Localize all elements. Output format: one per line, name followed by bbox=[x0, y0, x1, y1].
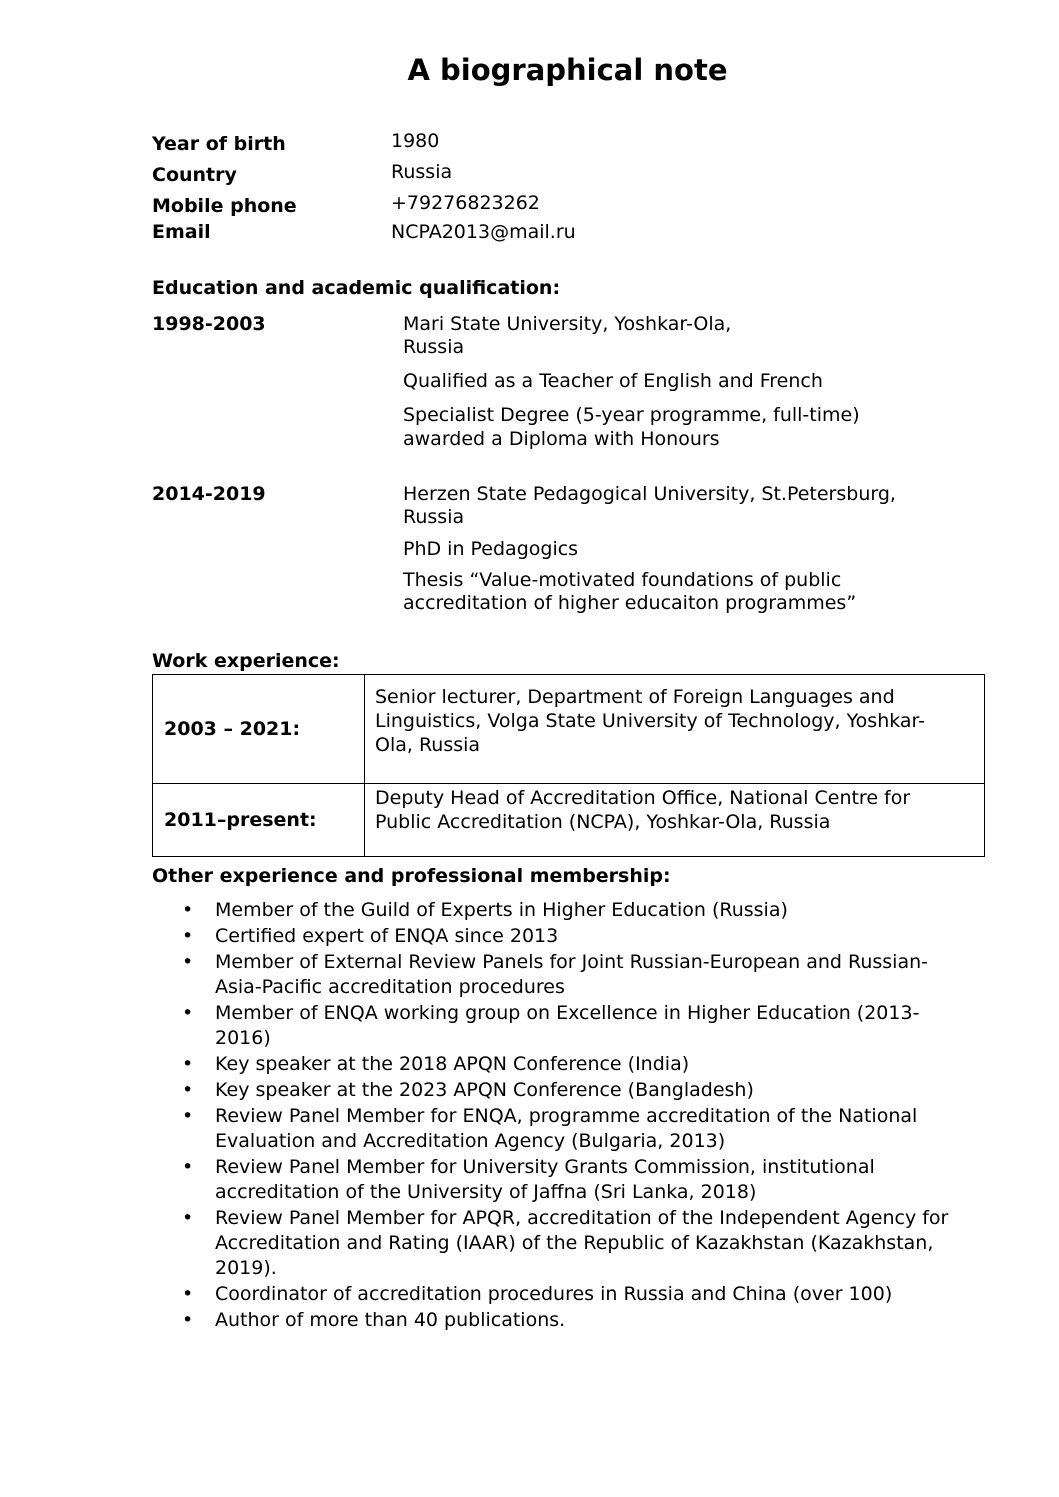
list-item-line: accreditation of the University of Jaffna (Sri Lanka, 2018) bbox=[215, 1181, 757, 1203]
bullet: • bbox=[182, 1207, 194, 1229]
list-item bbox=[152, 1104, 982, 1154]
list-item-line: 2016) bbox=[215, 1027, 271, 1049]
list-item-line: Author of more than 40 publications. bbox=[215, 1309, 566, 1331]
bullet: • bbox=[182, 1156, 194, 1178]
email-label: Email bbox=[152, 221, 211, 243]
work-period: 2003 – 2021: bbox=[153, 675, 365, 784]
work-description-line: Public Accreditation (NCPA), Yoshkar-Ola, Russia bbox=[375, 811, 831, 833]
list-item-line: Certified expert of ENQA since 2013 bbox=[215, 925, 559, 947]
mobile-phone-value: +79276823262 bbox=[391, 192, 540, 214]
education-line: accreditation of higher educaiton programmes” bbox=[403, 592, 857, 614]
education-line: Specialist Degree (5-year programme, full-time) bbox=[403, 404, 860, 426]
education-line: Herzen State Pedagogical University, St.Petersburg, bbox=[403, 483, 896, 505]
country-label: Country bbox=[152, 164, 237, 186]
list-item-line: Accreditation and Rating (IAAR) of the Republic of Kazakhstan (Kazakhstan, bbox=[215, 1232, 934, 1254]
list-item-line: Member of the Guild of Experts in Higher Education (Russia) bbox=[215, 899, 788, 921]
email-value: NCPA2013@mail.ru bbox=[391, 221, 576, 243]
work-description-line: Deputy Head of Accreditation Office, National Centre for bbox=[375, 787, 911, 809]
other-heading: Other experience and professional membership: bbox=[152, 865, 671, 887]
year-of-birth-value: 1980 bbox=[391, 130, 440, 152]
table-row bbox=[153, 675, 985, 784]
education-years: 2014-2019 bbox=[152, 483, 266, 505]
membership-list bbox=[152, 898, 982, 1334]
list-item-line: Member of External Review Panels for Joint Russian-European and Russian- bbox=[215, 951, 928, 973]
education-line: Mari State University, Yoshkar-Ola, bbox=[403, 313, 732, 335]
work-description-line: Linguistics, Volga State University of Technology, Yoshkar- bbox=[375, 710, 925, 732]
list-item-line: Key speaker at the 2018 APQN Conference (India) bbox=[215, 1053, 690, 1075]
table-row bbox=[153, 784, 985, 857]
work-description bbox=[365, 675, 985, 784]
list-item bbox=[152, 1078, 982, 1103]
list-item bbox=[152, 1155, 982, 1205]
bullet: • bbox=[182, 1283, 194, 1305]
education-line: Thesis “Value-motivated foundations of public bbox=[403, 569, 842, 591]
list-item-line: Coordinator of accreditation procedures in Russia and China (over 100) bbox=[215, 1283, 893, 1305]
list-item-line: 2019). bbox=[215, 1257, 277, 1279]
work-period: 2011–present: bbox=[153, 784, 365, 857]
list-item-line: Review Panel Member for ENQA, programme accreditation of the National bbox=[215, 1105, 918, 1127]
work-experience-table bbox=[152, 674, 985, 857]
list-item bbox=[152, 1308, 982, 1333]
list-item-line: Key speaker at the 2023 APQN Conference (Bangladesh) bbox=[215, 1079, 754, 1101]
list-item bbox=[152, 1206, 982, 1281]
education-line: Qualified as a Teacher of English and French bbox=[403, 370, 823, 392]
country-value: Russia bbox=[391, 161, 453, 183]
bullet: • bbox=[182, 899, 194, 921]
page-title: A biographical note bbox=[407, 53, 728, 87]
list-item bbox=[152, 1001, 982, 1051]
education-heading: Education and academic qualification: bbox=[152, 277, 561, 299]
mobile-phone-label: Mobile phone bbox=[152, 195, 297, 217]
bullet: • bbox=[182, 1079, 194, 1101]
year-of-birth-label: Year of birth bbox=[152, 133, 286, 155]
bullet: • bbox=[182, 1002, 194, 1024]
bullet: • bbox=[182, 1105, 194, 1127]
list-item bbox=[152, 898, 982, 923]
bullet: • bbox=[182, 1053, 194, 1075]
list-item-line: Evaluation and Accreditation Agency (Bulgaria, 2013) bbox=[215, 1130, 726, 1152]
work-description-line: Senior lecturer, Department of Foreign Languages and bbox=[375, 686, 895, 708]
list-item-line: Member of ENQA working group on Excellence in Higher Education (2013- bbox=[215, 1002, 920, 1024]
work-description-line: Ola, Russia bbox=[375, 734, 481, 756]
work-description bbox=[365, 784, 985, 857]
list-item-line: Asia-Pacific accreditation procedures bbox=[215, 976, 565, 998]
bullet: • bbox=[182, 951, 194, 973]
list-item-line: Review Panel Member for University Grants Commission, institutional bbox=[215, 1156, 875, 1178]
list-item bbox=[152, 1052, 982, 1077]
bullet: • bbox=[182, 1309, 194, 1331]
list-item bbox=[152, 924, 982, 949]
bullet: • bbox=[182, 925, 194, 947]
work-heading: Work experience: bbox=[152, 650, 340, 672]
education-years: 1998-2003 bbox=[152, 313, 266, 335]
education-line: PhD in Pedagogics bbox=[403, 538, 579, 560]
list-item bbox=[152, 1282, 982, 1307]
list-item bbox=[152, 950, 982, 1000]
education-line: Russia bbox=[403, 506, 465, 528]
education-line: awarded a Diploma with Honours bbox=[403, 428, 720, 450]
list-item-line: Review Panel Member for APQR, accreditation of the Independent Agency for bbox=[215, 1207, 949, 1229]
education-line: Russia bbox=[403, 336, 465, 358]
